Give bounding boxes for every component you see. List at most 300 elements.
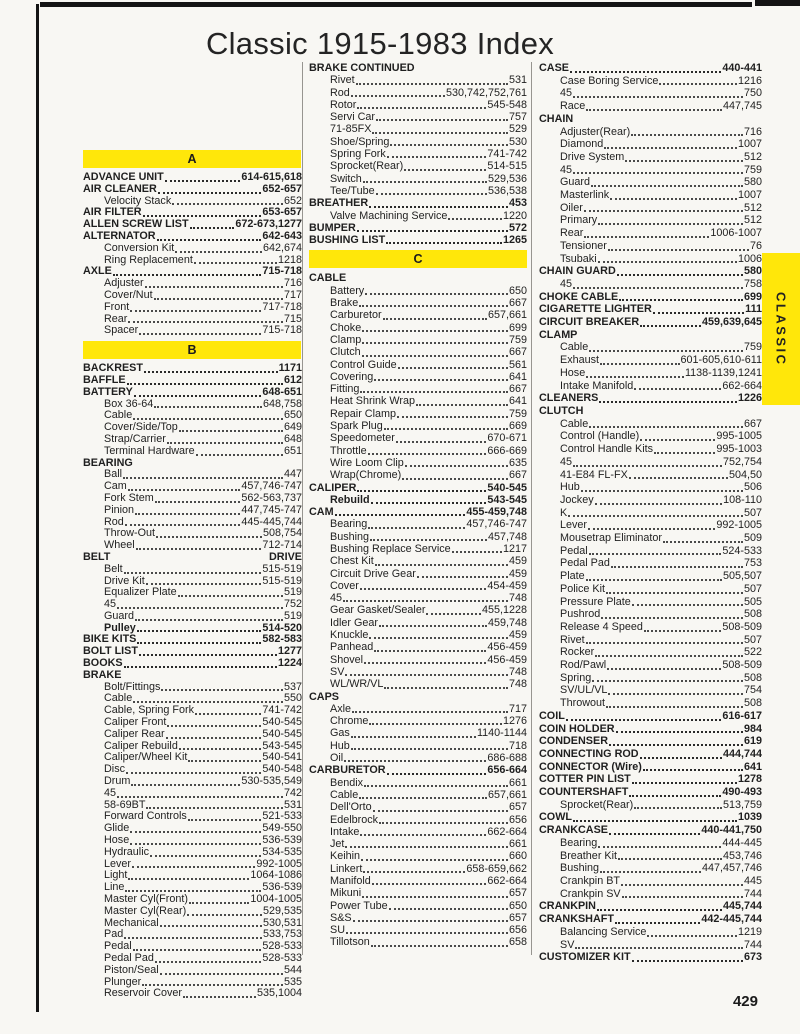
index-entry [83, 325, 302, 337]
index-entry-label: Drive System [560, 150, 625, 163]
leader-dots [143, 215, 262, 217]
index-entry-pages: 712-714 [262, 540, 302, 552]
index-entry-pages: 667 [743, 417, 762, 430]
index-entry [83, 752, 302, 764]
index-entry [83, 196, 302, 208]
index-entry [309, 801, 527, 813]
index-entry-pages: 758 [743, 277, 762, 290]
index-entry-pages: 445 [743, 875, 762, 887]
index-entry-label: Pedal Pad [560, 557, 610, 570]
index-entry-pages: 1006 [737, 252, 762, 265]
index-entry-pages: 641 [743, 760, 762, 773]
index-entry [83, 953, 302, 965]
index-entry-label: Shoe/Spring [330, 135, 390, 148]
index-entry-label: Velocity Stack [104, 195, 172, 207]
index-entry-label: Conversion Kit [104, 242, 175, 254]
index-entry [83, 434, 302, 446]
index-entry-label: Repair Clamp [330, 407, 397, 420]
index-entry-pages: 759 [508, 407, 527, 420]
leader-dots [663, 541, 743, 543]
index-entry [83, 741, 302, 753]
index-entry-pages: 444,744 [722, 747, 762, 760]
leader-dots [375, 564, 508, 566]
index-entry-pages: 672-673,1277 [235, 219, 302, 231]
leader-dots [359, 797, 487, 799]
page-number: 429 [732, 993, 758, 1010]
index-entry-label: Police Kit [560, 582, 606, 595]
index-entry-pages: 1220 [502, 209, 527, 222]
index-entry-pages: 641 [508, 395, 527, 408]
index-entry-pages: 445,744 [722, 900, 762, 913]
index-entry-pages: 648 [283, 433, 302, 445]
index-entry-label: Choke [330, 321, 362, 334]
index-entry-pages: 1039 [737, 811, 762, 824]
index-entry-pages: 616-617 [722, 709, 762, 722]
index-entry-label: SV [330, 665, 345, 678]
leader-dots [146, 583, 262, 585]
index-entry-label: Gear Gasket/Sealer [330, 604, 426, 617]
index-entry-label: BIKE KITS [83, 634, 137, 646]
index-entry [309, 445, 527, 457]
index-entry [539, 583, 762, 596]
index-entry-label: Glide [104, 823, 130, 835]
index-entry [83, 847, 302, 859]
index-entry [83, 207, 302, 219]
index-entry [539, 430, 762, 443]
leader-dots [581, 490, 743, 492]
leader-dots [351, 748, 508, 750]
index-entry-label: Plate [560, 570, 585, 583]
index-column-2 [302, 62, 532, 955]
index-entry-label: Rivet [330, 74, 355, 87]
index-entry-pages: 512 [743, 201, 762, 214]
index-entry-label: BELT [83, 551, 111, 563]
index-entry-pages: 660 [508, 850, 527, 863]
leader-dots [183, 996, 256, 998]
index-entry-pages: 507 [743, 506, 762, 519]
index-entry-pages: 459 [508, 629, 527, 642]
index-entry [539, 214, 762, 227]
index-entry [83, 705, 302, 717]
index-entry-pages: 545-548 [487, 98, 527, 111]
index-entry-label: Caliper/Wheel Kit [104, 752, 188, 764]
index-entry-pages: 454-459 [487, 579, 527, 592]
leader-dots [570, 71, 721, 73]
leader-dots [368, 453, 487, 455]
index-entry [83, 776, 302, 788]
index-entry [539, 189, 762, 202]
leader-dots [360, 588, 487, 590]
leader-dots [369, 206, 508, 208]
index-entry-pages: 514-520 [262, 622, 302, 634]
index-entry [309, 555, 527, 567]
index-entry-pages: 715-718 [262, 325, 302, 337]
leader-dots [608, 693, 743, 695]
leader-dots [584, 236, 709, 238]
index-entry-label: Race [560, 100, 586, 113]
index-entry [309, 629, 527, 641]
index-entry-label: Pedal [560, 544, 588, 557]
index-entry [309, 568, 527, 580]
index-entry [83, 882, 302, 894]
index-entry-pages: 650 [283, 410, 302, 422]
index-entry-label: Cover [330, 579, 359, 592]
index-entry-pages: 519 [283, 610, 302, 622]
index-entry-pages: 513,759 [722, 798, 762, 811]
index-entry-label: Heat Shrink Wrap [330, 395, 416, 408]
index-entry-pages: 76 [749, 239, 762, 252]
index-entry-pages: 453,746 [722, 849, 762, 862]
index-entry [83, 387, 302, 399]
index-entry-label: 45 [560, 277, 573, 290]
index-entry-pages: 442-445,744 [701, 913, 762, 926]
index-entry-pages: 759 [743, 341, 762, 354]
leader-dots [608, 249, 749, 251]
index-entry [309, 395, 527, 407]
index-entry [539, 265, 762, 278]
index-entry-pages: 572 [508, 221, 527, 234]
index-entry-pages: 669 [508, 420, 527, 433]
index-entry [539, 773, 762, 786]
index-entry-pages: 1140-1144 [476, 727, 527, 740]
index-entry-label: Jet [330, 838, 345, 851]
index-entry-label: Linkert [330, 862, 363, 875]
index-entry [309, 617, 527, 629]
index-entry-label: Plunger [104, 976, 142, 988]
leader-dots [659, 83, 737, 85]
leader-dots [589, 426, 743, 428]
index-entry-pages: DRIVE [269, 551, 302, 563]
index-entry-pages: 507 [743, 582, 762, 595]
leader-dots [362, 330, 508, 332]
index-entry-label: Guard [104, 610, 135, 622]
leader-dots [117, 796, 283, 798]
index-entry-label: BOLT LIST [83, 646, 138, 658]
index-entry-pages: 447,457,746 [701, 862, 762, 875]
index-entry-pages: 670-671 [487, 432, 527, 445]
index-entry-label: Control Guide [330, 358, 397, 371]
index-entry-label: Power Tube [330, 899, 388, 912]
index-entry [539, 380, 762, 393]
index-entry [539, 532, 762, 545]
leader-dots [387, 156, 487, 158]
leader-dots [123, 477, 283, 479]
index-entry-pages: 657 [508, 801, 527, 814]
leader-dots [386, 242, 502, 244]
index-entry-label: CARBURETOR [309, 764, 386, 777]
index-entry-label: CLUTCH [539, 404, 584, 417]
leader-dots [606, 706, 743, 708]
index-entry-label: Lever [104, 858, 132, 870]
leader-dots [156, 536, 262, 538]
index-entry-label: Line [104, 882, 125, 894]
index-entry [539, 659, 762, 672]
index-entry-label: Caliper Rebuild [104, 740, 178, 752]
index-entry-pages: 667 [508, 383, 527, 396]
leader-dots [586, 109, 722, 111]
leader-dots [187, 914, 262, 916]
leader-dots [139, 333, 261, 335]
index-entry-label: Pinion [104, 504, 135, 516]
leader-dots [365, 293, 508, 295]
leader-dots [640, 325, 701, 327]
index-entry [539, 227, 762, 240]
index-entry-pages: 504,50 [728, 468, 762, 481]
index-entry [309, 875, 527, 887]
index-entry-label: Keihin [330, 850, 361, 863]
index-entry-pages: 673 [743, 951, 762, 964]
index-entry-label: 45 [560, 455, 573, 468]
index-entry-label: Shovel [330, 653, 364, 666]
index-entry [539, 392, 762, 405]
index-entry-label: Front [104, 301, 130, 313]
index-entry-label: Rocker [560, 646, 595, 659]
index-entry-label: CAPS [309, 690, 339, 703]
leader-dots [653, 312, 744, 314]
index-entry [309, 334, 527, 346]
index-entry-pages: 656 [508, 813, 527, 826]
index-entry-label: Cover/Nut [104, 289, 153, 301]
index-entry-pages: 667 [508, 297, 527, 310]
leader-dots [568, 515, 743, 517]
index-entry-pages: 717-718 [262, 301, 302, 313]
index-entry-pages: 444-445 [722, 836, 762, 849]
leader-dots [131, 784, 240, 786]
index-entry-pages: 648-651 [262, 386, 302, 398]
index-entry-pages: 529,535 [262, 905, 302, 917]
index-entry-label: Terminal Hardware [104, 445, 195, 457]
index-entry [309, 863, 527, 875]
leader-dots [390, 144, 508, 146]
index-entry [83, 243, 302, 255]
leader-dots [573, 96, 743, 98]
index-entry [83, 800, 302, 812]
index-entry [83, 977, 302, 989]
index-entry [539, 710, 762, 723]
index-entry-label: Drive Kit [104, 575, 145, 587]
leader-dots [573, 172, 743, 174]
index-entry-pages: 515-519 [262, 563, 302, 575]
index-entry-label: Hydraulic [104, 846, 150, 858]
index-entry-label: Case Boring Service [560, 74, 659, 87]
index-entry [539, 341, 762, 354]
index-entry-label: Chrome [330, 715, 369, 728]
index-entry-label: Fork Stem [104, 492, 154, 504]
index-entry-label: Spring Fork [330, 148, 386, 161]
leader-dots [137, 642, 261, 644]
index-entry-pages: 528-533 [262, 953, 302, 964]
leader-dots [161, 689, 283, 691]
leader-dots [145, 286, 283, 288]
index-entry-label: BRAKE [83, 669, 122, 681]
index-entry [539, 278, 762, 291]
index-entry [539, 939, 762, 952]
index-entry-pages: 1216 [737, 74, 762, 87]
index-entry-pages: 508-509 [722, 659, 762, 672]
index-entry-label: Pad [104, 929, 124, 941]
index-entry-pages: 748 [508, 592, 527, 605]
index-entry-pages: 657,661 [487, 788, 527, 801]
index-entry-label: Throw-Out [104, 528, 155, 540]
index-entry-pages: 534-535 [262, 846, 302, 858]
index-entry-pages: 459,748 [487, 616, 527, 629]
index-entry-pages: 667 [508, 346, 527, 359]
index-entry-pages: 508 [743, 608, 762, 621]
leader-dots [117, 607, 283, 609]
index-entry-pages: 1265 [502, 234, 527, 247]
index-entry-label: Spark Plug [330, 420, 383, 433]
index-entry [83, 493, 302, 505]
index-entry [83, 540, 302, 552]
leader-dots [167, 725, 261, 727]
index-entry-label: 45 [560, 163, 573, 176]
index-entry-label: COIN HOLDER [539, 722, 615, 735]
index-column-1 [83, 62, 302, 1000]
index-entry [539, 151, 762, 164]
index-entry-label: BUSHING LIST [309, 234, 386, 247]
index-entry-label: Edelbrock [330, 813, 379, 826]
index-entry [309, 936, 527, 948]
index-entry [309, 136, 527, 148]
index-entry [309, 383, 527, 395]
index-entry-label: Mikuni [330, 887, 362, 900]
index-entry-pages: 562-563,737 [241, 492, 302, 504]
index-entry-pages: 530,531 [262, 917, 302, 929]
leader-dots [359, 305, 508, 307]
leader-dots [372, 132, 508, 134]
leader-dots [133, 949, 262, 951]
leader-dots [146, 807, 283, 809]
index-entry-label: CONNECTING ROD [539, 747, 639, 760]
index-entry-label: COUNTERSHAFT [539, 786, 629, 799]
leader-dots [584, 210, 743, 212]
index-entry-pages: 658-659,662 [466, 862, 527, 875]
leader-dots [619, 299, 743, 301]
index-entry [83, 894, 302, 906]
index-entry [309, 62, 527, 74]
leader-dots [371, 945, 508, 947]
index-entry-pages: 530 [508, 135, 527, 148]
index-entry-pages: 540-541 [262, 752, 302, 764]
leader-dots [155, 501, 241, 503]
leader-dots [376, 119, 508, 121]
index-entry [539, 824, 762, 837]
index-entry-pages: 653-657 [262, 207, 302, 219]
index-entry [309, 197, 527, 209]
index-entry-label: CUSTOMIZER KIT [539, 951, 631, 964]
leader-dots [606, 592, 743, 594]
leader-dots [616, 731, 743, 733]
index-entry [83, 693, 302, 705]
index-entry-label: Bendix [330, 776, 364, 789]
index-entry-label: Manifold [330, 875, 371, 887]
index-entry-pages: 445-445,744 [241, 516, 302, 528]
index-entry-label: Panhead [330, 641, 374, 654]
index-entry-pages: 717 [508, 702, 527, 715]
index-entry [83, 729, 302, 741]
index-entry [83, 266, 302, 278]
leader-dots [634, 807, 722, 809]
leader-dots [610, 198, 737, 200]
leader-dots [351, 736, 476, 738]
index-entry-pages: 619 [743, 735, 762, 748]
leader-dots [158, 192, 262, 194]
index-entry [83, 623, 302, 635]
index-entry [539, 100, 762, 113]
leader-dots [139, 654, 277, 656]
index-entry-pages: 992-1005 [716, 519, 762, 532]
index-entry-label: Jockey [560, 493, 594, 506]
index-entry [83, 682, 302, 694]
index-entry-pages: 582-583 [262, 634, 302, 646]
index-entry-pages: 686-688 [487, 752, 527, 765]
index-entry-pages: 661 [508, 838, 527, 851]
index-entry-label: Oiler [560, 201, 583, 214]
leader-dots [405, 465, 508, 467]
leader-dots [166, 737, 262, 739]
index-entry-label: Caliper Front [104, 717, 167, 729]
index-entry [83, 918, 302, 930]
leader-dots [142, 984, 283, 986]
leader-dots [150, 855, 261, 857]
index-entry-pages: 650 [508, 284, 527, 297]
index-entry [83, 278, 302, 290]
index-entry-pages: 656-664 [487, 764, 527, 777]
leader-dots [601, 617, 743, 619]
index-entry-pages: 715-718 [262, 266, 302, 278]
index-entry [539, 697, 762, 710]
index-entry-label: Idler Gear [330, 616, 379, 629]
index-entry-pages: 744 [743, 938, 762, 951]
leader-dots [165, 180, 241, 182]
index-entry [539, 354, 762, 367]
leader-dots [128, 878, 249, 880]
index-entry [309, 297, 527, 309]
leader-dots [357, 107, 486, 109]
index-entry-label: Bolt/Fittings [104, 681, 161, 693]
index-entry-label: 45 [104, 599, 117, 611]
index-entry-pages: 1219 [737, 925, 762, 938]
index-entry [539, 951, 762, 964]
index-entry-label: CAM [309, 506, 334, 519]
index-entry [539, 545, 762, 558]
index-entry [83, 764, 302, 776]
leader-dots [625, 160, 743, 162]
leader-dots [622, 896, 743, 898]
index-entry-pages: 1278 [737, 773, 762, 786]
leader-dots [644, 630, 722, 632]
leader-dots [136, 548, 262, 550]
index-entry [309, 654, 527, 666]
index-entry [539, 621, 762, 634]
leader-dots [634, 388, 721, 390]
index-entry-label: Wire Loom Clip [330, 456, 404, 469]
index-entry-label: Crankpin SV [560, 887, 621, 900]
leader-dots [126, 772, 261, 774]
index-entry-pages: 649 [283, 422, 302, 434]
leader-dots [362, 342, 508, 344]
index-entry-pages: 580 [743, 265, 762, 278]
index-entry-pages: 509 [743, 532, 762, 545]
index-entry-pages: 544 [283, 964, 302, 976]
index-entry [539, 570, 762, 583]
index-entry-label: Tsubaki [560, 252, 597, 265]
index-entry-label: Pedal [104, 941, 132, 953]
index-entry-pages: 753 [743, 557, 762, 570]
index-entry-pages: 508,754 [262, 528, 302, 540]
leader-dots [135, 513, 240, 515]
index-entry-pages: 652 [283, 195, 302, 207]
